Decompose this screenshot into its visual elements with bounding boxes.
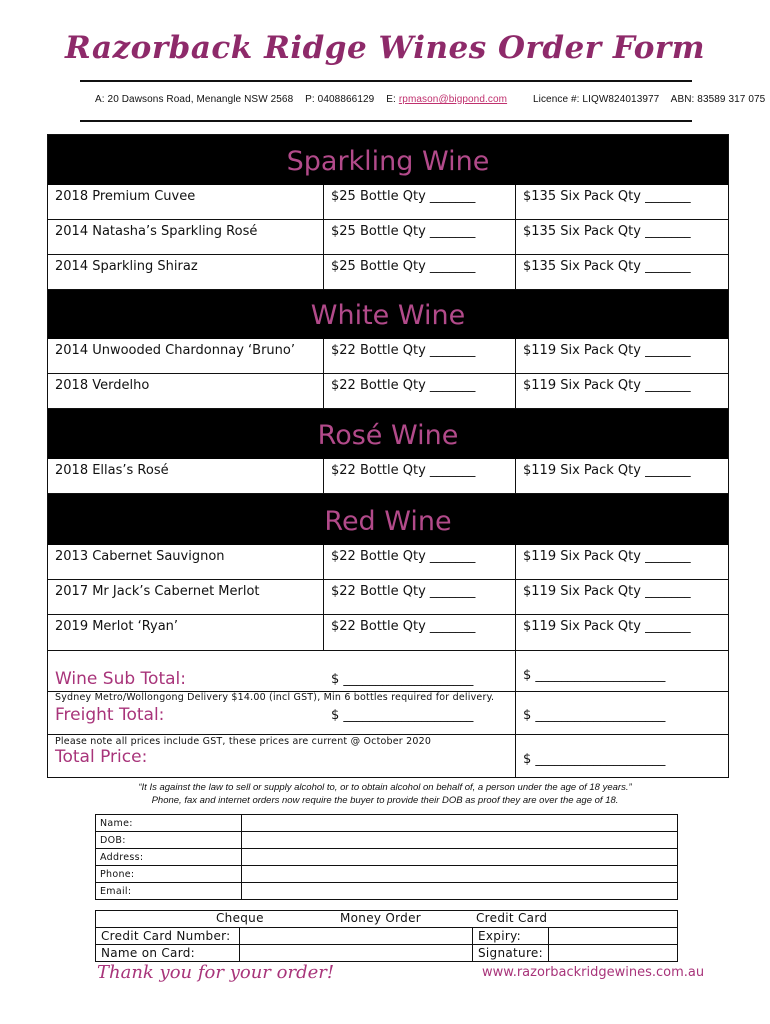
wine-row (48, 339, 728, 374)
subtotal-row (48, 651, 728, 692)
section-header-red: Red Wine (48, 494, 728, 545)
wine-row (48, 185, 728, 220)
signature-label: Signature: (473, 945, 549, 962)
wine-row (48, 220, 728, 255)
section-header-white: White Wine (48, 290, 728, 339)
card-number-field[interactable] (240, 928, 473, 945)
bottle-qty-field[interactable]: $25 Bottle Qty _______ (324, 185, 516, 219)
address-label: Address: (96, 849, 242, 866)
bottle-qty-field[interactable]: $25 Bottle Qty _______ (324, 220, 516, 254)
licence-text: Licence #: LIQW824013977 (532, 94, 660, 105)
address-field[interactable] (242, 849, 678, 866)
wine-row (48, 615, 728, 651)
six-pack-qty-field[interactable]: $119 Six Pack Qty _______ (523, 378, 691, 393)
customer-details-table (95, 814, 678, 900)
six-pack-qty-field[interactable]: $119 Six Pack Qty _______ (523, 584, 691, 599)
wine-name: 2013 Cabernet Sauvignon (48, 545, 324, 579)
subtotal-sixpack-field[interactable]: $ ____________________ (523, 668, 666, 683)
gst-note: Please note all prices include GST, these prices are current @ October 2020 (55, 736, 432, 747)
payment-options-spacer (548, 911, 677, 928)
cheque-option[interactable]: Cheque (216, 911, 264, 925)
bottle-qty-field[interactable]: $22 Bottle Qty _______ (324, 545, 516, 579)
wine-name: 2014 Unwooded Chardonnay ‘Bruno’ (48, 339, 324, 373)
subtotal-bottle-field[interactable]: $ ____________________ (331, 672, 474, 687)
signature-field[interactable] (548, 945, 677, 962)
name-field[interactable] (242, 815, 678, 832)
address-text: A: 20 Dawsons Road, Menangle NSW 2568 (95, 94, 294, 105)
dob-field[interactable] (242, 832, 678, 849)
wine-name: 2018 Ellas’s Rosé (48, 459, 324, 493)
six-pack-qty-field[interactable]: $119 Six Pack Qty _______ (523, 343, 691, 358)
legal-notice-line1: “It Is against the law to sell or supply alcohol to, or to obtain alcohol on behalf of, a person under the age of 18 years.” (138, 782, 632, 793)
six-pack-qty-field[interactable]: $119 Six Pack Qty _______ (523, 463, 691, 478)
credit-card-option[interactable]: Credit Card (476, 911, 548, 925)
email-link[interactable]: rpmason@bigpond.com (398, 94, 508, 105)
order-grid (47, 134, 729, 778)
abn-text: ABN: 83589 317 075 (670, 94, 766, 105)
wine-row (48, 255, 728, 290)
section-header-sparkling: Sparkling Wine (48, 135, 728, 185)
phone-field[interactable] (242, 866, 678, 883)
freight-row (48, 692, 728, 735)
bottle-qty-field[interactable]: $22 Bottle Qty _______ (324, 339, 516, 373)
contact-line (95, 94, 770, 105)
wine-name: 2014 Natasha’s Sparkling Rosé (48, 220, 324, 254)
legal-notice-line2: Phone, fax and internet orders now require the buyer to provide their DOB as proof they are over the age of 18. (151, 795, 619, 806)
payment-table (95, 910, 678, 962)
money-order-option[interactable]: Money Order (340, 911, 422, 925)
header-rule-bottom (80, 120, 692, 122)
six-pack-qty-field[interactable]: $119 Six Pack Qty _______ (523, 549, 691, 564)
card-number-label: Credit Card Number: (96, 928, 240, 945)
wine-row (48, 459, 728, 494)
name-on-card-label: Name on Card: (96, 945, 240, 962)
bottle-qty-field[interactable]: $25 Bottle Qty _______ (324, 255, 516, 289)
freight-left-field[interactable]: $ ____________________ (331, 708, 474, 723)
email-label-field: Email: (96, 883, 242, 900)
wine-name: 2018 Verdelho (48, 374, 324, 408)
website-link[interactable]: www.razorbackridgewines.com.au (482, 965, 705, 980)
wine-row (48, 580, 728, 615)
email-label: E: (386, 94, 396, 105)
bottle-qty-field[interactable]: $22 Bottle Qty _______ (324, 580, 516, 614)
freight-right-field[interactable]: $ ____________________ (523, 708, 666, 723)
wine-name: 2014 Sparkling Shiraz (48, 255, 324, 289)
wine-name: 2018 Premium Cuvee (48, 185, 324, 219)
section-header-rose: Rosé Wine (48, 409, 728, 459)
wine-name: 2017 Mr Jack’s Cabernet Merlot (48, 580, 324, 614)
subtotal-label: Wine Sub Total: (55, 669, 186, 689)
freight-label: Freight Total: (55, 705, 165, 725)
phone-text: P: 0408866129 (305, 94, 375, 105)
bottle-qty-field[interactable]: $22 Bottle Qty _______ (324, 459, 516, 493)
wine-name: 2019 Merlot ‘Ryan’ (48, 615, 324, 650)
form-title: Razorback Ridge Wines Order Form (64, 30, 706, 66)
thank-you-text: Thank you for your order! (97, 962, 335, 983)
wine-row (48, 374, 728, 409)
total-row (48, 735, 728, 778)
phone-label: Phone: (96, 866, 242, 883)
six-pack-qty-field[interactable]: $135 Six Pack Qty _______ (523, 189, 691, 204)
email-field[interactable] (242, 883, 678, 900)
total-price-field[interactable]: $ ____________________ (523, 752, 666, 767)
six-pack-qty-field[interactable]: $135 Six Pack Qty _______ (523, 259, 691, 274)
bottle-qty-field[interactable]: $22 Bottle Qty _______ (324, 615, 516, 650)
six-pack-qty-field[interactable]: $135 Six Pack Qty _______ (523, 224, 691, 239)
name-on-card-field[interactable] (240, 945, 473, 962)
expiry-field[interactable] (548, 928, 677, 945)
header-rule-top (80, 80, 692, 82)
dob-label: DOB: (96, 832, 242, 849)
expiry-label: Expiry: (473, 928, 549, 945)
total-label: Total Price: (55, 747, 148, 767)
payment-options (96, 911, 549, 928)
bottle-qty-field[interactable]: $22 Bottle Qty _______ (324, 374, 516, 408)
wine-row (48, 545, 728, 580)
name-label: Name: (96, 815, 242, 832)
freight-note: Sydney Metro/Wollongong Delivery $14.00 (incl GST), Min 6 bottles required for delivery. (55, 692, 495, 703)
six-pack-qty-field[interactable]: $119 Six Pack Qty _______ (523, 619, 691, 634)
